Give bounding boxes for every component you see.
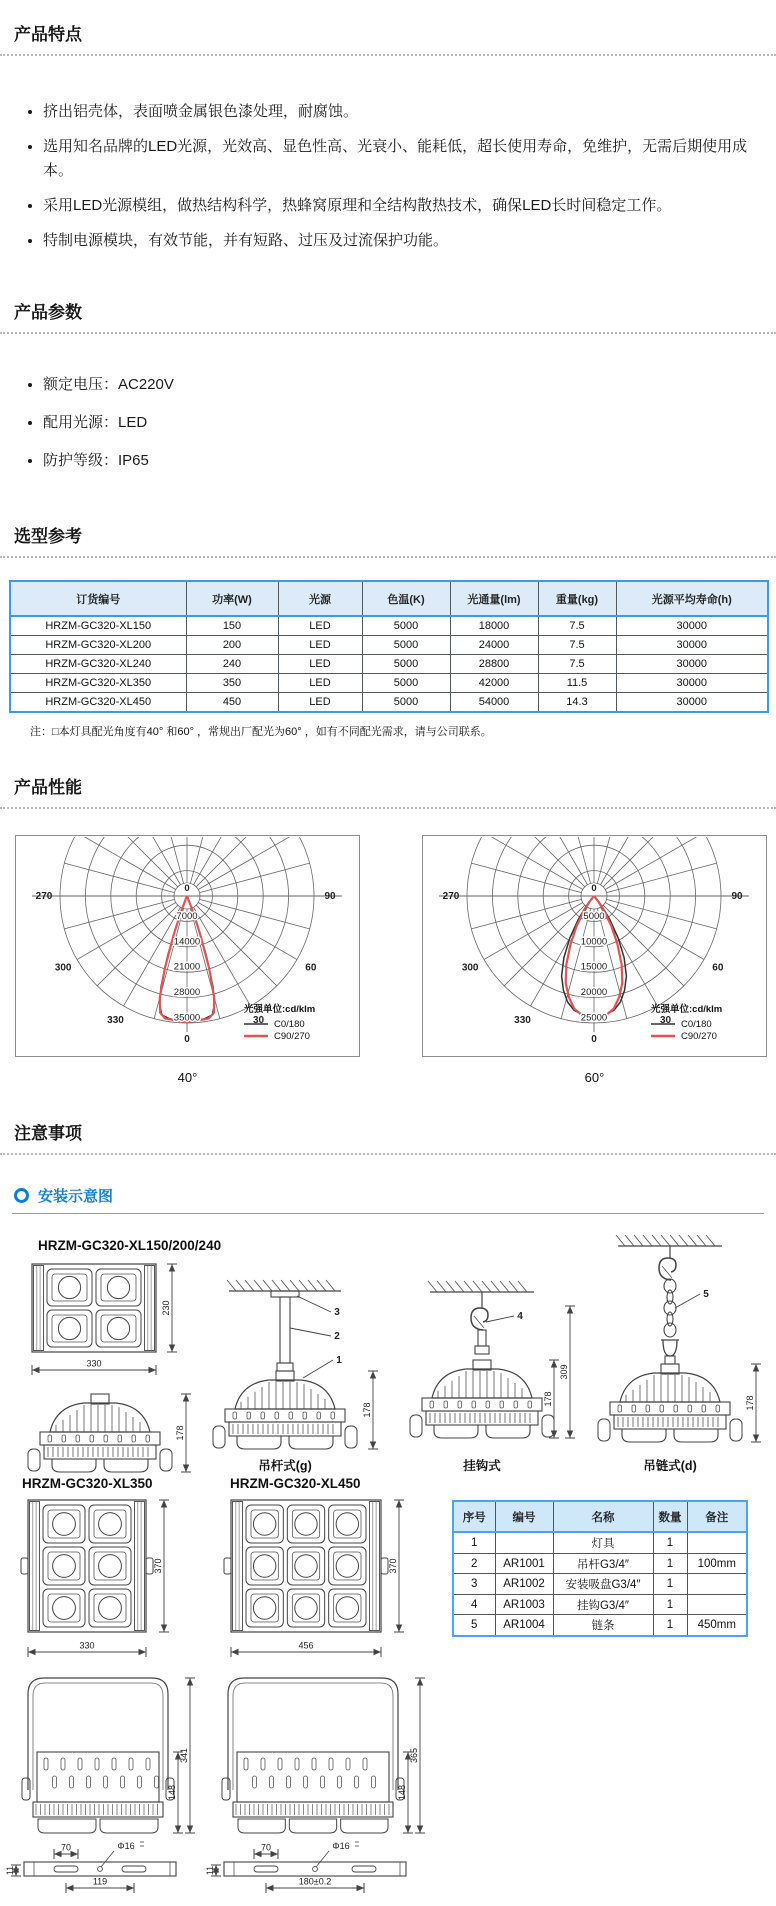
- table-cell: [495, 1532, 553, 1553]
- table-row: [10, 655, 768, 674]
- parameter-item: • 配用光源：LED: [43, 412, 764, 433]
- svg-text:11: 11: [5, 1866, 15, 1876]
- table-header-cell: 色温(K): [362, 581, 450, 616]
- svg-text:0: 0: [591, 883, 597, 895]
- table-cell: HRZM-GC320-XL350: [10, 674, 186, 693]
- table-cell: 灯具: [553, 1532, 653, 1553]
- svg-text:挂钩式: 挂钩式: [463, 1459, 501, 1474]
- table-cell: 11.5: [538, 674, 616, 693]
- svg-text:230: 230: [161, 1300, 171, 1316]
- svg-text:21000: 21000: [173, 961, 201, 973]
- svg-text:270: 270: [442, 891, 460, 903]
- table-cell: LED: [278, 693, 362, 713]
- table-cell: 5000: [362, 616, 450, 636]
- svg-text:148: 148: [397, 1785, 407, 1801]
- svg-text:Φ16: Φ16: [117, 1841, 135, 1852]
- svg-text:330: 330: [514, 1015, 531, 1027]
- table-header-cell: 光通量(lm): [450, 581, 538, 616]
- table-cell: 1: [653, 1615, 687, 1636]
- table-cell: 5000: [362, 674, 450, 693]
- section-title-parameters: 产品参数: [14, 303, 82, 323]
- table-cell: 150: [186, 616, 278, 636]
- table-row: [453, 1532, 747, 1553]
- svg-text:C0/180: C0/180: [681, 1019, 712, 1031]
- svg-text:0: 0: [591, 1034, 597, 1046]
- svg-text:341: 341: [179, 1748, 189, 1764]
- table-cell: [687, 1594, 747, 1615]
- table-cell: 450mm: [687, 1615, 747, 1636]
- svg-text:C90/270: C90/270: [274, 1031, 310, 1043]
- svg-text:300: 300: [54, 962, 72, 974]
- svg-text:11: 11: [205, 1866, 215, 1876]
- table-cell: 3: [453, 1574, 495, 1595]
- svg-text:178: 178: [362, 1402, 372, 1418]
- installation-title: 安装示意图: [38, 1188, 114, 1206]
- svg-text:70: 70: [60, 1842, 72, 1853]
- svg-text:90: 90: [731, 891, 743, 903]
- section-title-notices: 注意事项: [14, 1124, 82, 1144]
- feature-item: • 特制电源模块，有效节能，并有短路、过压及过流保护功能。: [43, 229, 764, 252]
- table-row: [453, 1553, 747, 1574]
- section-title-selection: 选型参考: [14, 527, 82, 547]
- svg-text:456: 456: [298, 1640, 314, 1651]
- table-cell: 4: [453, 1594, 495, 1615]
- table-cell: 挂钩G3/4″: [553, 1594, 653, 1615]
- table-cell: 吊杆G3/4″: [553, 1553, 653, 1574]
- svg-text:35000: 35000: [173, 1012, 201, 1024]
- table-cell: 30000: [616, 693, 768, 713]
- divider-dotted: [0, 1153, 776, 1155]
- svg-text:330: 330: [86, 1358, 102, 1369]
- parts-table: [452, 1500, 748, 1637]
- ring-icon: [14, 1188, 29, 1203]
- table-header-cell: 重量(kg): [538, 581, 616, 616]
- table-cell: 30000: [616, 636, 768, 655]
- table-row: [10, 616, 768, 636]
- table-header-cell: 备注: [687, 1501, 747, 1532]
- svg-text:5: 5: [703, 1289, 709, 1301]
- chart-caption: 40°: [177, 1070, 198, 1086]
- svg-text:180±0.2: 180±0.2: [298, 1876, 332, 1887]
- svg-text:300: 300: [461, 962, 479, 974]
- table-header-cell: 序号: [453, 1501, 495, 1532]
- svg-text:178: 178: [543, 1391, 553, 1407]
- svg-text:7000: 7000: [176, 911, 198, 923]
- table-cell: HRZM-GC320-XL450: [10, 693, 186, 713]
- table-cell: 350: [186, 674, 278, 693]
- section-title-features: 产品特点: [14, 25, 82, 44]
- table-header-cell: 名称: [553, 1501, 653, 1532]
- table-cell: 30000: [616, 616, 768, 636]
- table-cell: 28800: [450, 655, 538, 674]
- svg-text:吊链式(d): 吊链式(d): [643, 1459, 697, 1474]
- table-cell: 240: [186, 655, 278, 674]
- table-cell: AR1003: [495, 1594, 553, 1615]
- table-cell: 5000: [362, 693, 450, 713]
- table-cell: 42000: [450, 674, 538, 693]
- front-view-150-drawing: [14, 1258, 214, 1384]
- table-cell: HRZM-GC320-XL200: [10, 636, 186, 655]
- installation-subheader: [12, 1179, 764, 1214]
- table-row: [10, 693, 768, 713]
- svg-text:3: 3: [334, 1307, 340, 1319]
- table-cell: 18000: [450, 616, 538, 636]
- features-list: [12, 100, 764, 252]
- table-cell: [687, 1532, 747, 1553]
- divider-dotted: [0, 332, 776, 334]
- front-view-350-drawing: [14, 1496, 199, 1666]
- svg-text:330: 330: [107, 1015, 124, 1027]
- parameters-list: [12, 374, 764, 471]
- table-header-cell: 光源: [278, 581, 362, 616]
- table-cell: [687, 1574, 747, 1595]
- svg-text:4: 4: [517, 1311, 523, 1323]
- selection-note: 注：□本灯具配光角度有40° 和60° ，常规出厂配光为60° ，如有不同配光需求，请与公司联系。: [30, 726, 492, 739]
- table-row: [453, 1615, 747, 1636]
- table-row: [453, 1574, 747, 1595]
- section-title-performance: 产品性能: [14, 778, 82, 798]
- svg-text:25000: 25000: [580, 1012, 608, 1024]
- table-cell: 450: [186, 693, 278, 713]
- table-cell: 54000: [450, 693, 538, 713]
- feature-item: • 挤出铝壳体，表面喷金属银色漆处理，耐腐蚀。: [43, 100, 764, 123]
- divider-dotted: [0, 54, 776, 56]
- table-cell: LED: [278, 674, 362, 693]
- photometric-charts-row: [12, 835, 764, 1085]
- table-cell: 安装吸盘G3/4″: [553, 1574, 653, 1595]
- feature-item: • 采用LED光源模组，做热结构科学，热蜂窝原理和全结构散热技术，确保LED长时间稳定工作。: [43, 194, 764, 217]
- divider-dotted: [0, 807, 776, 809]
- table-cell: 7.5: [538, 636, 616, 655]
- table-cell: LED: [278, 655, 362, 674]
- table-row: [10, 674, 768, 693]
- table-cell: 链条: [553, 1615, 653, 1636]
- parameter-item: • 额定电压：AC220V: [43, 374, 764, 395]
- svg-text:178: 178: [745, 1395, 755, 1411]
- svg-text:10000: 10000: [580, 936, 608, 948]
- table-cell: HRZM-GC320-XL240: [10, 655, 186, 674]
- table-cell: HRZM-GC320-XL150: [10, 616, 186, 636]
- svg-text:370: 370: [153, 1558, 163, 1574]
- svg-text:60: 60: [305, 962, 317, 974]
- table-cell: 5: [453, 1615, 495, 1636]
- table-row: [10, 636, 768, 655]
- table-cell: AR1004: [495, 1615, 553, 1636]
- svg-text:20000: 20000: [580, 987, 608, 999]
- divider-dotted: [0, 556, 776, 558]
- svg-text:1: 1: [336, 1355, 342, 1367]
- svg-text:148: 148: [167, 1785, 177, 1801]
- svg-text:309: 309: [559, 1364, 569, 1380]
- chart-caption: 60°: [584, 1070, 605, 1086]
- svg-text:2: 2: [334, 1331, 340, 1343]
- svg-text:119: 119: [92, 1876, 108, 1887]
- table-cell: 1: [453, 1532, 495, 1553]
- svg-text:C0/180: C0/180: [274, 1019, 305, 1031]
- chain-mount-drawing: [604, 1234, 769, 1478]
- svg-text:光强单位:cd/klm: 光强单位:cd/klm: [244, 1004, 316, 1016]
- svg-text:370: 370: [388, 1558, 398, 1574]
- side-view-150-drawing: [24, 1386, 214, 1486]
- table-cell: AR1002: [495, 1574, 553, 1595]
- model-label-450: HRZM-GC320-XL450: [230, 1476, 361, 1492]
- table-cell: 2: [453, 1553, 495, 1574]
- svg-text:5000: 5000: [583, 911, 605, 923]
- svg-text:70: 70: [260, 1842, 272, 1853]
- svg-text:Φ16: Φ16: [332, 1841, 350, 1852]
- table-header-cell: 功率(W): [186, 581, 278, 616]
- side-view-450-drawing: [205, 1664, 470, 1904]
- table-header-cell: 光源平均寿命(h): [616, 581, 768, 616]
- table-cell: AR1001: [495, 1553, 553, 1574]
- svg-text:30: 30: [252, 1015, 265, 1027]
- table-cell: 24000: [450, 636, 538, 655]
- polar-chart-60deg: [422, 835, 767, 1057]
- hook-mount-drawing: [410, 1272, 585, 1478]
- svg-text:光强单位:cd/klm: 光强单位:cd/klm: [651, 1004, 723, 1016]
- svg-text:30: 30: [659, 1015, 672, 1027]
- svg-text:0: 0: [184, 883, 190, 895]
- installation-diagrams: [5, 1214, 764, 1906]
- table-header-cell: 订货编号: [10, 581, 186, 616]
- table-cell: 14.3: [538, 693, 616, 713]
- svg-text:15000: 15000: [580, 961, 608, 973]
- front-view-450-drawing: [217, 1496, 432, 1666]
- table-cell: 200: [186, 636, 278, 655]
- parameter-item: • 防护等级：IP65: [43, 450, 764, 471]
- chart-column: [15, 835, 360, 1085]
- table-cell: 1: [653, 1553, 687, 1574]
- table-cell: 100mm: [687, 1553, 747, 1574]
- table-cell: 5000: [362, 655, 450, 674]
- table-cell: 7.5: [538, 655, 616, 674]
- table-cell: 1: [653, 1532, 687, 1553]
- pole-mount-drawing: [207, 1266, 387, 1478]
- table-cell: LED: [278, 636, 362, 655]
- svg-text:C90/270: C90/270: [681, 1031, 717, 1043]
- table-cell: 5000: [362, 636, 450, 655]
- svg-text:90: 90: [324, 891, 336, 903]
- table-cell: 30000: [616, 655, 768, 674]
- table-row: [453, 1594, 747, 1615]
- svg-text:365: 365: [409, 1748, 419, 1764]
- svg-text:330: 330: [79, 1640, 95, 1651]
- model-label-group: HRZM-GC320-XL150/200/240: [38, 1238, 222, 1254]
- table-cell: 30000: [616, 674, 768, 693]
- model-label-350: HRZM-GC320-XL350: [22, 1476, 153, 1492]
- svg-text:14000: 14000: [173, 936, 201, 948]
- table-cell: 1: [653, 1594, 687, 1615]
- table-header-cell: 编号: [495, 1501, 553, 1532]
- svg-text:0: 0: [184, 1034, 190, 1046]
- svg-text:28000: 28000: [173, 987, 201, 999]
- polar-chart-40deg: [15, 835, 360, 1057]
- feature-item: • 选用知名品牌的LED光源，光效高、显色性高、光衰小、能耗低，超长使用寿命，免维护，无需后期使用成本。: [43, 135, 764, 182]
- table-cell: LED: [278, 616, 362, 636]
- svg-text:吊杆式(g): 吊杆式(g): [258, 1459, 312, 1474]
- table-header-cell: 数量: [653, 1501, 687, 1532]
- chart-column: [422, 835, 767, 1085]
- svg-text:270: 270: [35, 891, 53, 903]
- svg-text:178: 178: [175, 1425, 185, 1441]
- selection-table: [9, 580, 769, 713]
- table-cell: 1: [653, 1574, 687, 1595]
- svg-text:60: 60: [712, 962, 724, 974]
- table-cell: 7.5: [538, 616, 616, 636]
